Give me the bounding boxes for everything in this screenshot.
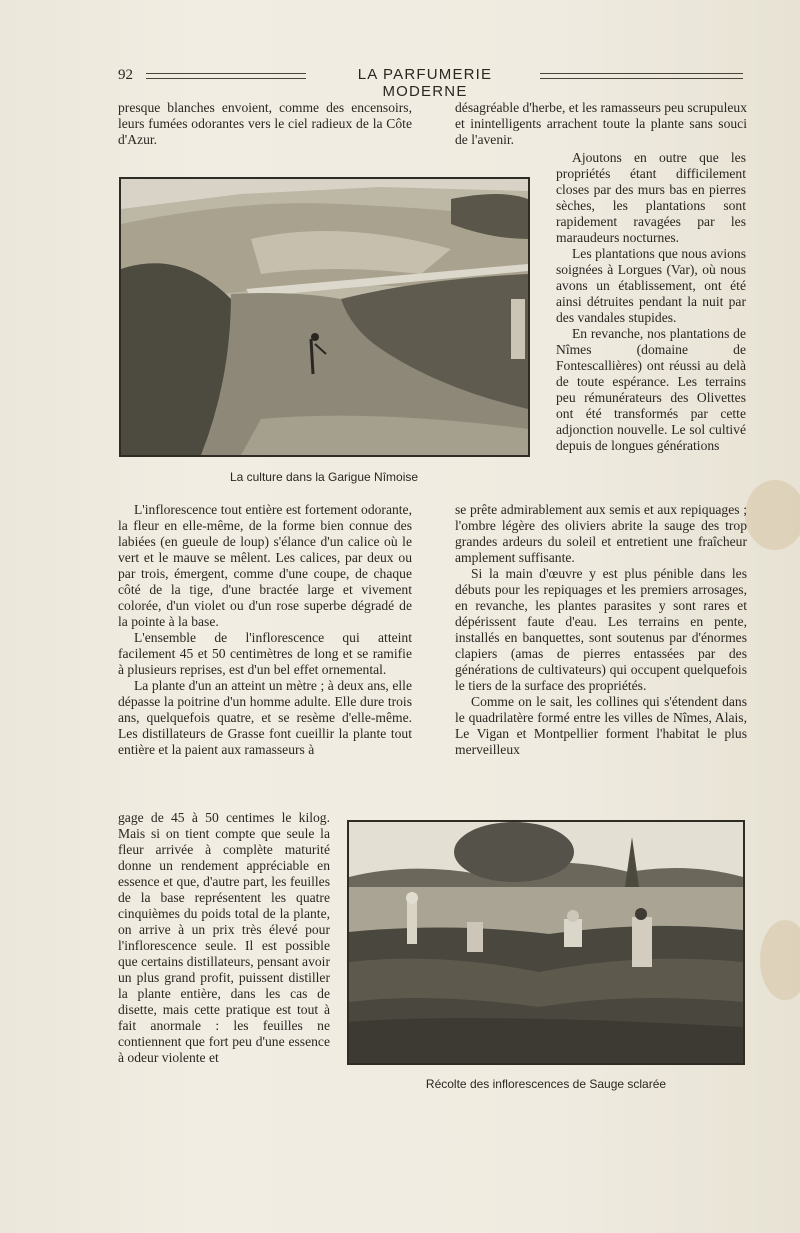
paragraph: presque blanches envoient, comme des encensoirs, leurs fumées odorantes vers le ciel radieux de la Côte d'Azur.: [118, 100, 412, 147]
paragraph: Ajoutons en outre que les propriétés étant difficilement closes par des murs bas en pierres sèches, les plantations sont rapidement ravagées par les maraudeurs nocturnes.: [556, 150, 746, 245]
paragraph: se prête admirablement aux semis et aux repiquages ; l'ombre légère des oliviers abrite la sauge des trop grandes ardeurs du soleil et entretient une fraîcheur amplement suffisante.: [455, 502, 747, 565]
column-left-intro: [118, 100, 412, 148]
paragraph: Les plantations que nous avions soignées à Lorgues (Var), où nous avons un établissement, ont été ainsi détruites pendant la nuit par des vandales stupides.: [556, 246, 746, 325]
figure-caption: La culture dans la Garigue Nîmoise: [229, 470, 419, 484]
paragraph: Comme on le sait, les collines qui s'étendent dans le quadrilatère formé entre les villes de Nîmes, Alais, Le Vigan et Montpellier forment l'habitat le plus merveilleux: [455, 694, 747, 757]
paragraph: La plante d'un an atteint un mètre ; à deux ans, elle dépasse la poitrine d'un homme adulte. Elle dure trois ans, quelquefois quatre, et se resème d'elle-même. Les distillateurs de Grasse font cueillir la plante tout entière et la paient aux ramasseurs à: [118, 678, 412, 757]
paragraph: désagréable d'herbe, et les ramasseurs peu scrupuleux et inintelligents arrachent toute la plante sans souci de l'avenir.: [455, 100, 747, 147]
paper-stain: [745, 480, 800, 550]
journal-title: LA PARFUMERIE MODERNE: [357, 66, 493, 100]
paragraph: gage de 45 à 50 centimes le kilog. Mais si on tient compte que seule la fleur arrivée à complète maturité donne un rendement appréciable en essence et que, d'autre part, les feuilles de la base représentent les quatre cinquièmes du poids total de la plante, on arrive à un prix très élevé pour l'inflorescence seule. Il est possible que certains distillateurs, pensant avoir un plus grand profit, puissent distiller la plante entière, dans les cas de disette, mais cette pratique est tout à fait anormale : les feuilles ne contiennent que fort peu d'une essence à odeur violente et: [118, 810, 330, 1065]
paper-stain: [760, 920, 800, 1000]
column-right-intro: [455, 100, 747, 148]
figure-caption: Récolte des inflorescences de Sauge sclarée: [425, 1077, 667, 1091]
photo-garigue-image: [121, 179, 528, 455]
header-rule-right: [540, 73, 743, 79]
header-rule-left: [146, 73, 306, 79]
column-left-body: [118, 502, 412, 758]
page-number: 92: [118, 67, 133, 83]
photo-garigue: [119, 177, 530, 457]
photo-sauge-harvest: [347, 820, 745, 1065]
paragraph: L'ensemble de l'inflorescence qui atteint facilement 45 et 50 centimètres de long et se ramifie à plusieurs reprises, est d'un bel effet ornemental.: [118, 630, 412, 677]
column-right-body: [455, 502, 747, 758]
column-right-narrow: [556, 150, 746, 454]
paragraph: En revanche, nos plantations de Nîmes (domaine de Fontescallières) ont réussi au delà de toute espérance. Les terrains peu rémunérateurs des Olivettes ont été transformés par cette adjonction nouvelle. Le sol cultivé depuis de longues générations: [556, 326, 746, 453]
column-left-narrow: [118, 810, 330, 1066]
paragraph: Si la main d'œuvre y est plus pénible dans les débuts pour les repiquages et les premiers arrosages, en revanche, les plantes parasites y sont rares et dépérissent faute d'eau. Les terrains en pente, installés en banquettes, sont soutenus par d'énormes clapiers (amas de pierres entassées par des générations de cultivateurs) qui occupent quelquefois le tiers de la surface des propriétés.: [455, 566, 747, 693]
paragraph: L'inflorescence tout entière est fortement odorante, la fleur en elle-même, de la forme bien connue des labiées (en gueule de loup) s'élance d'un calice où le vert et le mauve se mêlent. Les calices, par deux ou par trois, émergent, comme d'une coupe, de chaque côté de la tige, d'une bractée large et vivement colorée, d'un violet ou d'un rose superbe dégradé de la pointe à la base.: [118, 502, 412, 629]
photo-sauge-harvest-image: [349, 822, 743, 1063]
